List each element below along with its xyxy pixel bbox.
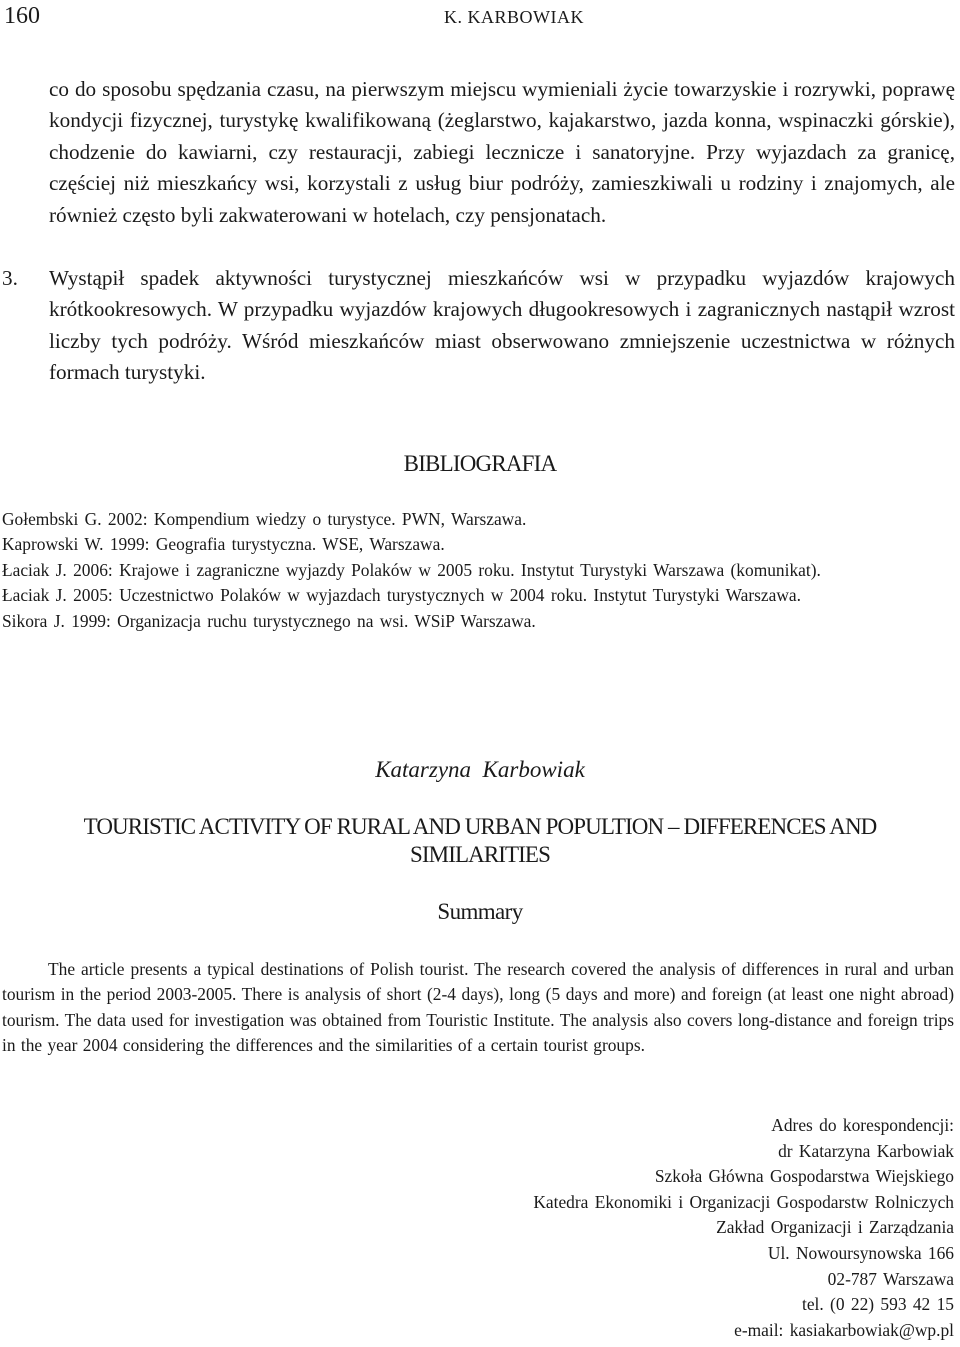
email-address[interactable]: e-mail: kasiakarbowiak@wp.pl — [734, 1319, 954, 1340]
english-title — [0, 813, 960, 869]
bibliography-heading: BIBLIOGRAFIA — [403, 451, 557, 476]
address-line: Zakład Organizacji i Zarządzania — [716, 1217, 954, 1238]
bibliography-list — [2, 507, 954, 634]
page-number: 160 — [4, 3, 40, 29]
summary-heading: Summary — [437, 899, 523, 924]
correspondence-address — [533, 1113, 954, 1343]
bibliography-entry: Łaciak J. 2006: Krajowe i zagraniczne wyjazdy Polaków w 2005 roku. Instytut Turystyki Warszawa (komunikat). — [2, 559, 821, 580]
bibliography-entry: Sikora J. 1999: Organizacja ruchu turystycznego na wsi. WSiP Warszawa. — [2, 610, 536, 631]
paragraph-number: 3. — [2, 266, 18, 290]
bibliography-entry: Kaprowski W. 1999: Geografia turystyczna. WSE, Warszawa. — [2, 534, 445, 555]
author-name: Katarzyna Karbowiak — [375, 757, 585, 782]
address-line: Adres do korespondencji: — [771, 1115, 954, 1135]
address-line: Katedra Ekonomiki i Organizacji Gospodarstw Rolniczych — [533, 1191, 954, 1212]
body-paragraph-continued: co do sposobu spędzania czasu, na pierwszym miejscu wymieniali życie towarzyskie i rozrywki, poprawę kondycji fizycznej, turystykę kwalifikowaną (żeglarstwo, kajakarstwo, jazda konna, wspinaczki górskie), chodzenie do kawiarni, czy restauracji, zabiegi lecznicze i sanatoryjne. Przy wyjazdach za granicę, częściej niż mieszkańcy wsi, korzystali z usług biur podróży, zamieszkiwali u rodziny i znajomych, ale również często byli zakwaterowani w hotelach, czy pensjonatach. — [49, 77, 955, 227]
address-line: Szkoła Główna Gospodarstwa Wiejskiego — [654, 1166, 954, 1187]
paragraph-text: Wystąpił spadek aktywności turystycznej mieszkańców wsi w przypadku wyjazdów krajowych krótkookresowych. W przypadku wyjazdów krajowych długookresowych i zagranicznych nastąpił wzrost liczby tych podróży. Wśród mieszkańców miast obserwowano zmniejszenie uczestnictwa w różnych formach turystyki. — [49, 266, 955, 385]
summary-text: The article presents a typical destinations of Polish tourist. The research covered the analysis of differences in rural and urban tourism in the period 2003-2005. There is analysis of short (2-4 days), long (5 days and more) and foreign (at least one night abroad) tourism. The data used for investigation was obtained from Touristic Institute. The analysis also covers long-distance and foreign trips in the year 2004 considering the differences and the similarities of a certain tourist groups. — [2, 959, 954, 1056]
address-line: dr Katarzyna Karbowiak — [778, 1140, 954, 1161]
running-head: K. KARBOWIAK — [444, 7, 584, 27]
numbered-paragraph — [2, 263, 955, 389]
address-line: tel. (0 22) 593 42 15 — [801, 1294, 954, 1315]
bibliography-entry: Łaciak J. 2005: Uczestnictwo Polaków w wyjazdach turystycznych w 2004 roku. Instytut Turystyki Warszawa. — [2, 585, 801, 606]
address-line: Ul. Nowoursynowska 166 — [767, 1242, 954, 1263]
bibliography-entry: Gołembski G. 2002: Kompendium wiedzy o turystyce. PWN, Warszawa. — [2, 509, 527, 529]
english-title-text: TOURISTIC ACTIVITY OF RURAL AND URBAN POPULTION – DIFFERENCES AND SIMILARITIES — [83, 814, 877, 867]
address-line: 02-787 Warszawa — [827, 1268, 954, 1289]
